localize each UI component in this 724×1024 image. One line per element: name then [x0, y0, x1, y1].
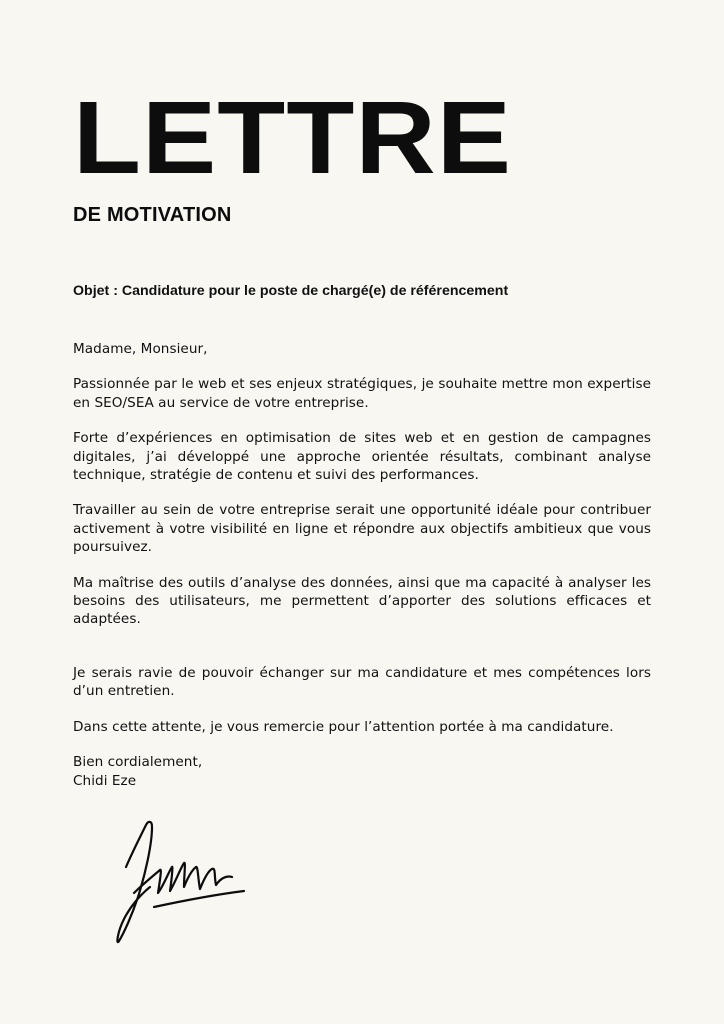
signer-name: Chidi Eze: [73, 772, 137, 789]
letter-paragraph: Je serais ravie de pouvoir échanger sur ma candidature et mes compétences lors d’un entretien.: [73, 664, 651, 700]
letter-paragraph: Dans cette attente, je vous remercie pour l’attention portée à ma candidature.: [73, 718, 614, 735]
letter-subject: Objet : Candidature pour le poste de chargé(e) de référencement: [73, 283, 509, 299]
signature-icon: [112, 815, 252, 950]
letter-paragraph: Forte d’expériences en optimisation de sites web et en gestion de campagnes digitales, j’ai développé une approche orientée résultats, combinant analyse technique, stratégie de contenu et suivi des performances.: [73, 430, 651, 484]
letter-closing: Bien cordialement,: [73, 754, 203, 771]
letter-body: [73, 340, 651, 790]
letter-paragraph: Ma maîtrise des outils d’analyse des données, ainsi que ma capacité à analyser les besoins des utilisateurs, me permettent d’apporter des solutions efficaces et adaptées.: [73, 574, 651, 628]
page-title: LETTRE: [73, 80, 513, 195]
letter-paragraph: Passionnée par le web et ses enjeux stratégiques, je souhaite mettre mon expertise en SEO/SEA au service de votre entreprise.: [73, 376, 651, 411]
page-subtitle: DE MOTIVATION: [73, 204, 232, 226]
letter-paragraph: Travailler au sein de votre entreprise serait une opportunité idéale pour contribuer activement à votre visibilité en ligne et répondre aux objectifs ambitieux que vous poursuivez.: [73, 502, 651, 556]
letter-greeting: Madame, Monsieur,: [73, 341, 208, 357]
